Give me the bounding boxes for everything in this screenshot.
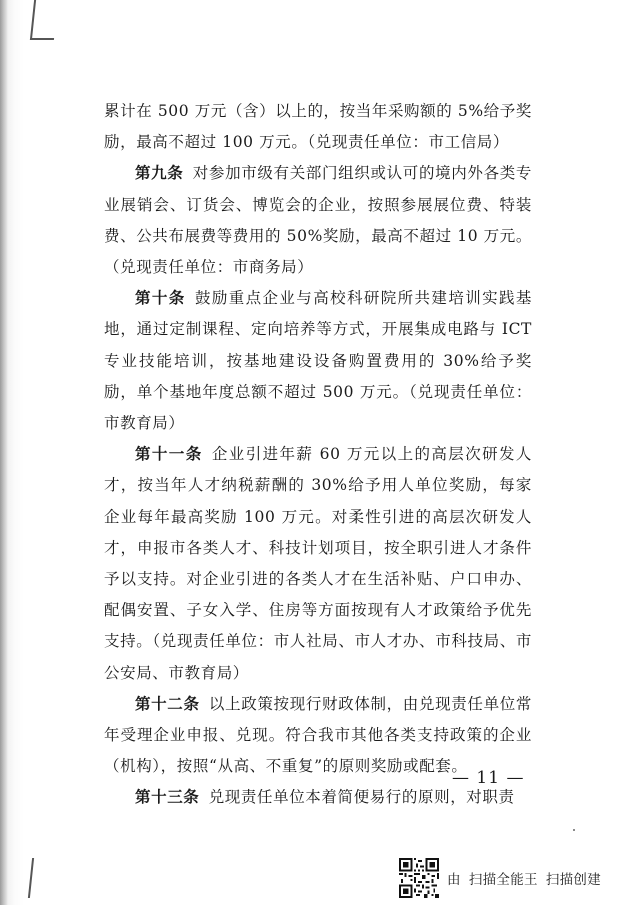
article-heading: 第十条 (135, 289, 186, 308)
page-number: — 11 — (452, 768, 525, 788)
watermark-suffix: 扫描创建 (545, 872, 602, 888)
qr-code-icon (399, 858, 439, 898)
article-heading: 第十一条 (135, 445, 203, 464)
scan-speck (573, 829, 575, 831)
scanner-watermark (399, 856, 631, 900)
watermark-app-name: 扫描全能王 (468, 872, 538, 888)
paragraph-text: 以上政策按现行财政体制，由兑现责任单位常年受理企业申报、兑现。符合我市其他各类支持政策的企业（机构），按照“从高、不重复”的原则奖励或配套。 (104, 694, 532, 776)
paragraph-text: 鼓励重点企业与高校科研院所共建培训实践基地，通过定制课程、定向培养等方式，开展集成电路与 ICT 专业技能培训，按基地建设设备购置费用的 30%给予奖励，单个基地年度总额不超过 500 万元。（兑现责任单位：市教育局） (104, 289, 532, 433)
page-binding-edge (0, 0, 8, 905)
article-9 (104, 158, 532, 283)
paragraph-continuation (104, 96, 532, 158)
scan-edge-mark (28, 858, 56, 898)
article-heading: 第十二条 (135, 694, 200, 713)
paragraph-text: 兑现责任单位本着简便易行的原则，对职责 (208, 788, 515, 807)
paragraph-text: 对参加市级有关部门组织或认可的境内外各类专业展销会、订货会、博览会的企业，按照参展展位费、特装费、公共布展费等费用的 50%奖励，最高不超过 10 万元。（兑现责任单位：市商务局） (104, 164, 532, 277)
article-heading: 第十三条 (135, 788, 200, 807)
article-11 (104, 439, 532, 689)
paragraph-text: 企业引进年薪 60 万元以上的高层次研发人才，按当年人才纳税薪酬的 30%给予用人单位奖励，每家企业每年最高奖励 100 万元。对柔性引进的高层次研发人才，申报市各类人才、科技计划项目，按全职引进人才条件予以支持。对企业引进的各类人才在生活补贴、户口申办、配偶安置、子女入学、住房等方面按现有人才政策给予优先支持。（兑现责任单位：市人社局、市人才办、市科技局、市公安局、市教育局） (104, 445, 532, 682)
watermark-text (447, 868, 609, 888)
document-body (104, 96, 532, 814)
article-heading: 第九条 (135, 164, 184, 183)
scan-corner-mark (30, 0, 58, 40)
watermark-prefix: 由 (447, 872, 461, 888)
article-10 (104, 283, 532, 439)
paragraph-text: 累计在 500 万元（含）以上的，按当年采购额的 5%给予奖励，最高不超过 100 万元。（兑现责任单位：市工信局） (104, 102, 532, 152)
